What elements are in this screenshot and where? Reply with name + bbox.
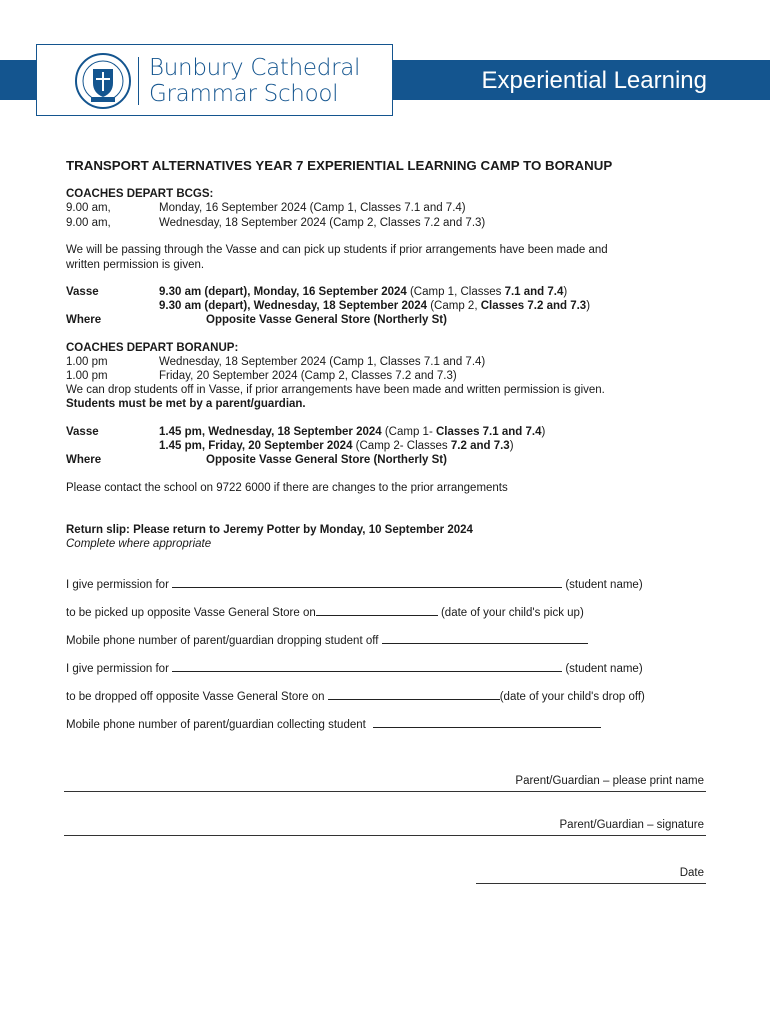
crest-icon [75, 53, 131, 109]
boranup-vasse-1-camp: (Camp 1- [381, 426, 436, 438]
boranup-time-2: 1.00 pm [66, 370, 108, 382]
permission-1-label: I give permission for [66, 579, 169, 591]
boranup-vasse-line2 [159, 440, 514, 452]
contact-note: Please contact the school on 9722 6000 if there are changes to the prior arrangements [66, 482, 508, 494]
permission-2-suffix: (student name) [565, 663, 643, 675]
boranup-vasse-1-end: ) [541, 426, 546, 438]
permission-2-label: I give permission for [66, 663, 169, 675]
bcgs-detail-2: Wednesday, 18 September 2024 (Camp 2, Classes 7.2 and 7.3) [159, 217, 486, 229]
bcgs-detail-1: Monday, 16 September 2024 (Camp 1, Classes 7.1 and 7.4) [159, 202, 466, 214]
bcgs-where-value: Opposite Vasse General Store (Northerly St) [206, 314, 447, 326]
bcgs-vasse-1-classes: 7.1 and 7.4 [504, 286, 564, 298]
boranup-vasse-line1 [159, 426, 545, 438]
boranup-detail-2: Friday, 20 September 2024 (Camp 2, Classes 7.2 and 7.3) [159, 370, 457, 382]
mobile-drop-field[interactable] [382, 643, 588, 644]
boranup-vasse-2-time: 1.45 pm, Friday, 20 September 2024 [159, 440, 353, 452]
mobile-drop-row [66, 635, 588, 647]
bcgs-vasse-2-time: 9.30 am (depart), Wednesday, 18 September 2024 [159, 300, 428, 312]
bcgs-vasse-1-end: ) [563, 286, 568, 298]
bcgs-time-1: 9.00 am, [66, 202, 111, 214]
document-title: TRANSPORT ALTERNATIVES YEAR 7 EXPERIENTIAL LEARNING CAMP TO BORANUP [66, 158, 613, 173]
school-logo [36, 44, 393, 116]
signature-label: Parent/Guardian – signature [559, 819, 704, 831]
school-name [149, 55, 360, 107]
dropoff-date-field[interactable] [328, 699, 500, 700]
mobile-collect-field[interactable] [373, 727, 601, 728]
boranup-detail-1: Wednesday, 18 September 2024 (Camp 1, Classes 7.1 and 7.4) [159, 356, 486, 368]
boranup-vasse-label: Vasse [66, 426, 99, 438]
signature-line[interactable] [64, 835, 706, 836]
print-name-line[interactable] [64, 791, 706, 792]
mobile-collect-row [66, 719, 601, 731]
school-name-line2: Grammar School [149, 81, 339, 107]
dropoff-suffix: (date of your child's drop off) [499, 691, 645, 703]
bcgs-vasse-1-camp: (Camp 1, Classes [406, 286, 505, 298]
bcgs-note-line2: written permission is given. [66, 259, 205, 271]
boranup-vasse-2-end: ) [509, 440, 514, 452]
permission-row-2 [66, 663, 643, 675]
dropoff-label: to be dropped off opposite Vasse General Store on [66, 691, 325, 703]
boranup-where-value: Opposite Vasse General Store (Northerly St) [206, 454, 447, 466]
boranup-where-label: Where [66, 454, 102, 466]
depart-boranup-heading: COACHES DEPART BORANUP: [66, 342, 239, 354]
depart-bcgs-heading: COACHES DEPART BCGS: [66, 188, 214, 200]
boranup-vasse-2-camp: (Camp 2- Classes [352, 440, 451, 452]
mobile-collect-label: Mobile phone number of parent/guardian collecting student [66, 719, 366, 731]
bcgs-time-2: 9.00 am, [66, 217, 111, 229]
date-label: Date [679, 867, 704, 879]
permission-1-suffix: (student name) [565, 579, 643, 591]
boranup-vasse-1-time: 1.45 pm, Wednesday, 18 September 2024 [159, 426, 382, 438]
boranup-vasse-1-classes: Classes 7.1 and 7.4 [435, 426, 542, 438]
boranup-note-line1: We can drop students off in Vasse, if prior arrangements have been made and written permission is given. [66, 384, 605, 396]
bcgs-vasse-2-camp: (Camp 2, [427, 300, 481, 312]
permission-row-1 [66, 579, 643, 591]
bcgs-vasse-2-classes: Classes 7.2 and 7.3 [480, 300, 587, 312]
bcgs-vasse-line2 [159, 300, 590, 312]
print-name-label: Parent/Guardian – please print name [515, 775, 704, 787]
pickup-label: to be picked up opposite Vasse General Store on [66, 607, 316, 619]
pickup-suffix: (date of your child's pick up) [440, 607, 584, 619]
bcgs-vasse-1-time: 9.30 am (depart), Monday, 16 September 2024 [159, 286, 407, 298]
bcgs-note-line1: We will be passing through the Vasse and can pick up students if prior arrangements have been made and [66, 244, 608, 256]
bcgs-vasse-2-end: ) [586, 300, 591, 312]
pickup-row [66, 607, 584, 619]
bcgs-vasse-label: Vasse [66, 286, 99, 298]
school-name-line1: Bunbury Cathedral [149, 55, 361, 81]
return-slip-heading: Return slip: Please return to Jeremy Potter by Monday, 10 September 2024 [66, 524, 473, 536]
boranup-note-line2: Students must be met by a parent/guardian. [66, 398, 306, 410]
banner-title: Experiential Learning [481, 67, 707, 94]
mobile-drop-label: Mobile phone number of parent/guardian dropping student off [66, 635, 379, 647]
dropoff-row [66, 691, 645, 703]
student-name-field-1[interactable] [172, 587, 562, 588]
bcgs-where-label: Where [66, 314, 102, 326]
bcgs-vasse-line1 [159, 286, 567, 298]
pickup-date-field[interactable] [316, 615, 438, 616]
boranup-time-1: 1.00 pm [66, 356, 108, 368]
student-name-field-2[interactable] [172, 671, 562, 672]
return-slip-subheading: Complete where appropriate [66, 538, 212, 550]
boranup-vasse-2-classes: 7.2 and 7.3 [450, 440, 510, 452]
logo-divider [138, 57, 139, 105]
date-line[interactable] [476, 883, 706, 884]
